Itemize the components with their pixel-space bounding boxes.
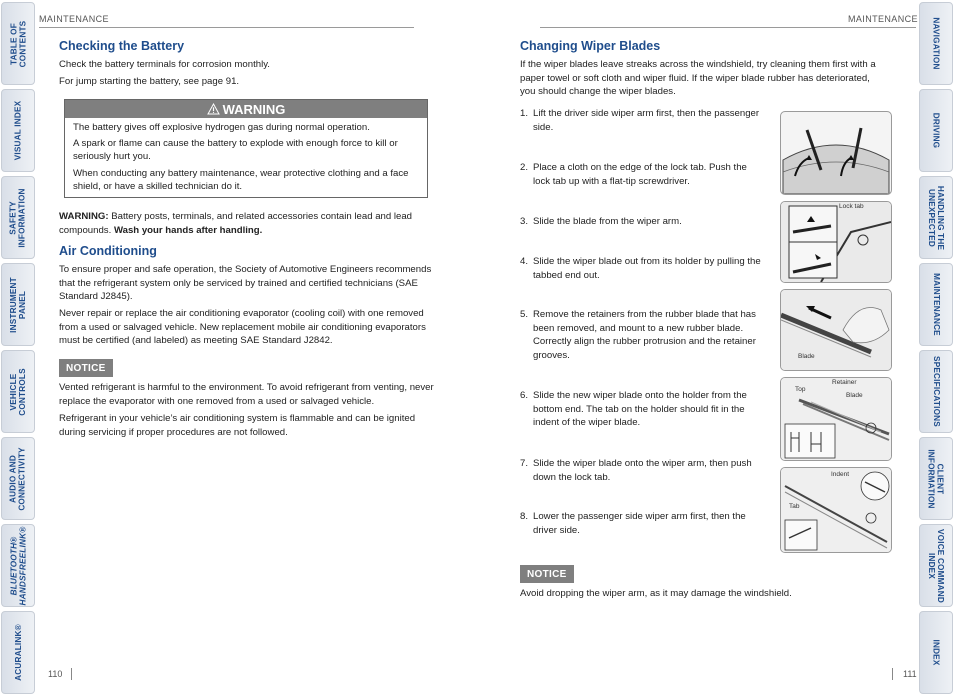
step-item [520,457,765,484]
step-text: Slide the wiper blade out from its holder by pulling the tabbed end out. [533,256,761,281]
page-number-divider [892,668,893,680]
tab-instrument-panel[interactable] [1,263,35,346]
tab-label: INDEX [931,639,941,666]
step-item [520,389,765,430]
section-heading: Checking the Battery [59,39,185,53]
step-item [520,308,765,362]
tab-driving[interactable] [919,89,953,172]
tab-handling-unexpected[interactable] [919,176,953,259]
tab-label: BLUETOOTH® HANDSFREELINK® [9,526,28,605]
step-text: Lower the passenger side wiper arm first, then the driver side. [533,511,746,536]
figure-indent-tab [780,467,892,553]
tab-label: VISUAL INDEX [13,100,23,161]
tab-label: AUDIO AND CONNECTIVITY [9,446,28,511]
running-head: MAINTENANCE [848,14,918,24]
figure-lock-tab [780,201,892,283]
right-chapter-tabs [918,0,954,699]
indent-tab-illustration [781,468,891,552]
tab-label: MAINTENANCE [931,273,941,336]
step-text: Place a cloth on the edge of the lock tab. Push the lock tab up with a flat-tip screwdriver. [533,162,747,187]
warning-text: When conducting any battery maintenance, wear protective clothing and a face shield, or have a skilled technician do it. [73,167,409,192]
page-number-divider [71,668,72,680]
step-item [520,510,765,537]
warning-note-text: Battery posts, terminals, and related accessories contain lead and lead compounds. [59,211,413,236]
step-number: 5. [520,309,529,320]
tab-index[interactable] [919,611,953,694]
warning-text: The battery gives off explosive hydrogen gas during normal operation. [73,122,370,133]
body-text: Never repair or replace the air conditioning evaporator (cooling coil) with one removed from a used or salvaged vehicle. New replacement mobile air conditioning evaporators must be certified (and labeled) as meeting SAE Standard J2842. [59,308,426,347]
step-number: 1. [520,108,529,119]
step-number: 4. [520,256,529,267]
tab-specifications[interactable] [919,350,953,433]
lock-tab-illustration [781,202,891,282]
step-item [520,255,765,282]
step-item [520,107,765,134]
body-text: Check the battery terminals for corrosion monthly. [59,59,270,70]
warning-title: WARNING [222,101,286,117]
tab-vehicle-controls[interactable] [1,350,35,433]
warning-triangle-icon [207,103,220,115]
tab-table-of-contents[interactable] [1,2,35,85]
section-heading: Changing Wiper Blades [520,39,661,53]
wiper-arms-illustration [781,112,891,194]
warning-text: A spark or flame can cause the battery to explode with enough force to kill or seriously hurt you. [73,138,398,163]
tab-label: NAVIGATION [931,17,941,70]
step-number: 6. [520,390,529,401]
tab-voice-command-index[interactable] [919,524,953,607]
notice-text: Avoid dropping the wiper arm, as it may damage the windshield. [520,588,792,599]
tab-label: VEHICLE CONTROLS [9,367,28,416]
warning-box [64,99,428,198]
header-rule [39,27,414,28]
blade-label: Blade [846,392,863,399]
tab-label: VOICE COMMAND INDEX [927,528,946,603]
warning-label: WARNING: [59,211,109,222]
tab-audio-connectivity[interactable] [1,437,35,520]
step-number: 2. [520,162,529,173]
tab-label: ACURALINK® [13,624,23,681]
retainer-label: Retainer [832,379,857,386]
page-number: 110 [48,669,63,679]
tab-safety-information[interactable] [1,176,35,259]
body-text: If the wiper blades leave streaks across the windshield, try cleaning them first with a paper towel or soft cloth and wiper fluid. If the wiper blade rubber has deteriorated, you should change the wiper blades. [520,59,876,98]
tab-navigation[interactable] [919,2,953,85]
step-text: Slide the wiper blade onto the wiper arm, then push down the lock tab. [533,458,752,483]
tab-label: DRIVING [931,112,941,149]
body-text: Vented refrigerant is harmful to the environment. To avoid refrigerant from venting, never replace the evaporator with one removed from a used or salvaged vehicle. [59,382,434,407]
figure-lift-wipers [780,111,892,195]
figure-retainer [780,377,892,461]
step-number: 3. [520,216,529,227]
tab-label: SAFETY INFORMATION [9,187,28,248]
body-text: Refrigerant in your vehicle’s air conditioning system is flammable and can be ignited during servicing if proper procedures are not followed. [59,413,416,438]
indent-label: Indent [831,471,850,478]
tab-maintenance[interactable] [919,263,953,346]
tab-label: CLIENT INFORMATION [927,448,946,509]
step-number: 8. [520,511,529,522]
tab-label: HANDLING THE UNEXPECTED [927,185,946,250]
step-text: Lift the driver side wiper arm first, then the passenger side. [533,108,760,133]
lock-tab-label: Lock tab [839,203,864,210]
step-item [520,215,765,229]
tab-visual-index[interactable] [1,89,35,172]
step-text: Remove the retainers from the rubber blade that has been removed, and mount to a new rubber blade. Correctly align the rubber protrusion and the retainer grooves. [533,309,756,361]
step-text: Slide the blade from the wiper arm. [533,216,682,227]
running-head: MAINTENANCE [39,14,109,24]
figure-blade-slide [780,289,892,371]
page-number: 111 [903,669,917,679]
tab-label: TABLE OF CONTENTS [9,20,28,67]
tab-acuralink[interactable] [1,611,35,694]
step-text: Slide the new wiper blade onto the holder from the bottom end. The tab on the holder should fit in the indent of the wiper blade. [533,390,747,429]
header-rule [540,27,916,28]
blade-label: Blade [798,353,815,360]
tab-label: SPECIFICATIONS [931,356,941,427]
left-chapter-tabs [0,0,36,699]
body-text: For jump starting the battery, see page 91. [59,76,240,87]
step-item [520,161,765,188]
notice-label: NOTICE [520,565,574,583]
step-number: 7. [520,458,529,469]
top-label: Top [795,386,806,393]
warning-note-bold: Wash your hands after handling. [113,224,263,236]
notice-label: NOTICE [59,359,113,377]
warning-header [65,100,427,118]
section-heading: Air Conditioning [59,244,157,258]
tab-bluetooth-handsfreelink[interactable] [1,524,35,607]
lead-warning-note [59,210,435,237]
tab-label: Tab [789,503,800,510]
tab-label: INSTRUMENT PANEL [9,276,28,333]
body-text: To ensure proper and safe operation, the Society of Automotive Engineers recommends that the refrigerant system only be serviced by trained and certified technicians (SAE Standard J2845). [59,264,432,303]
tab-client-information[interactable] [919,437,953,520]
